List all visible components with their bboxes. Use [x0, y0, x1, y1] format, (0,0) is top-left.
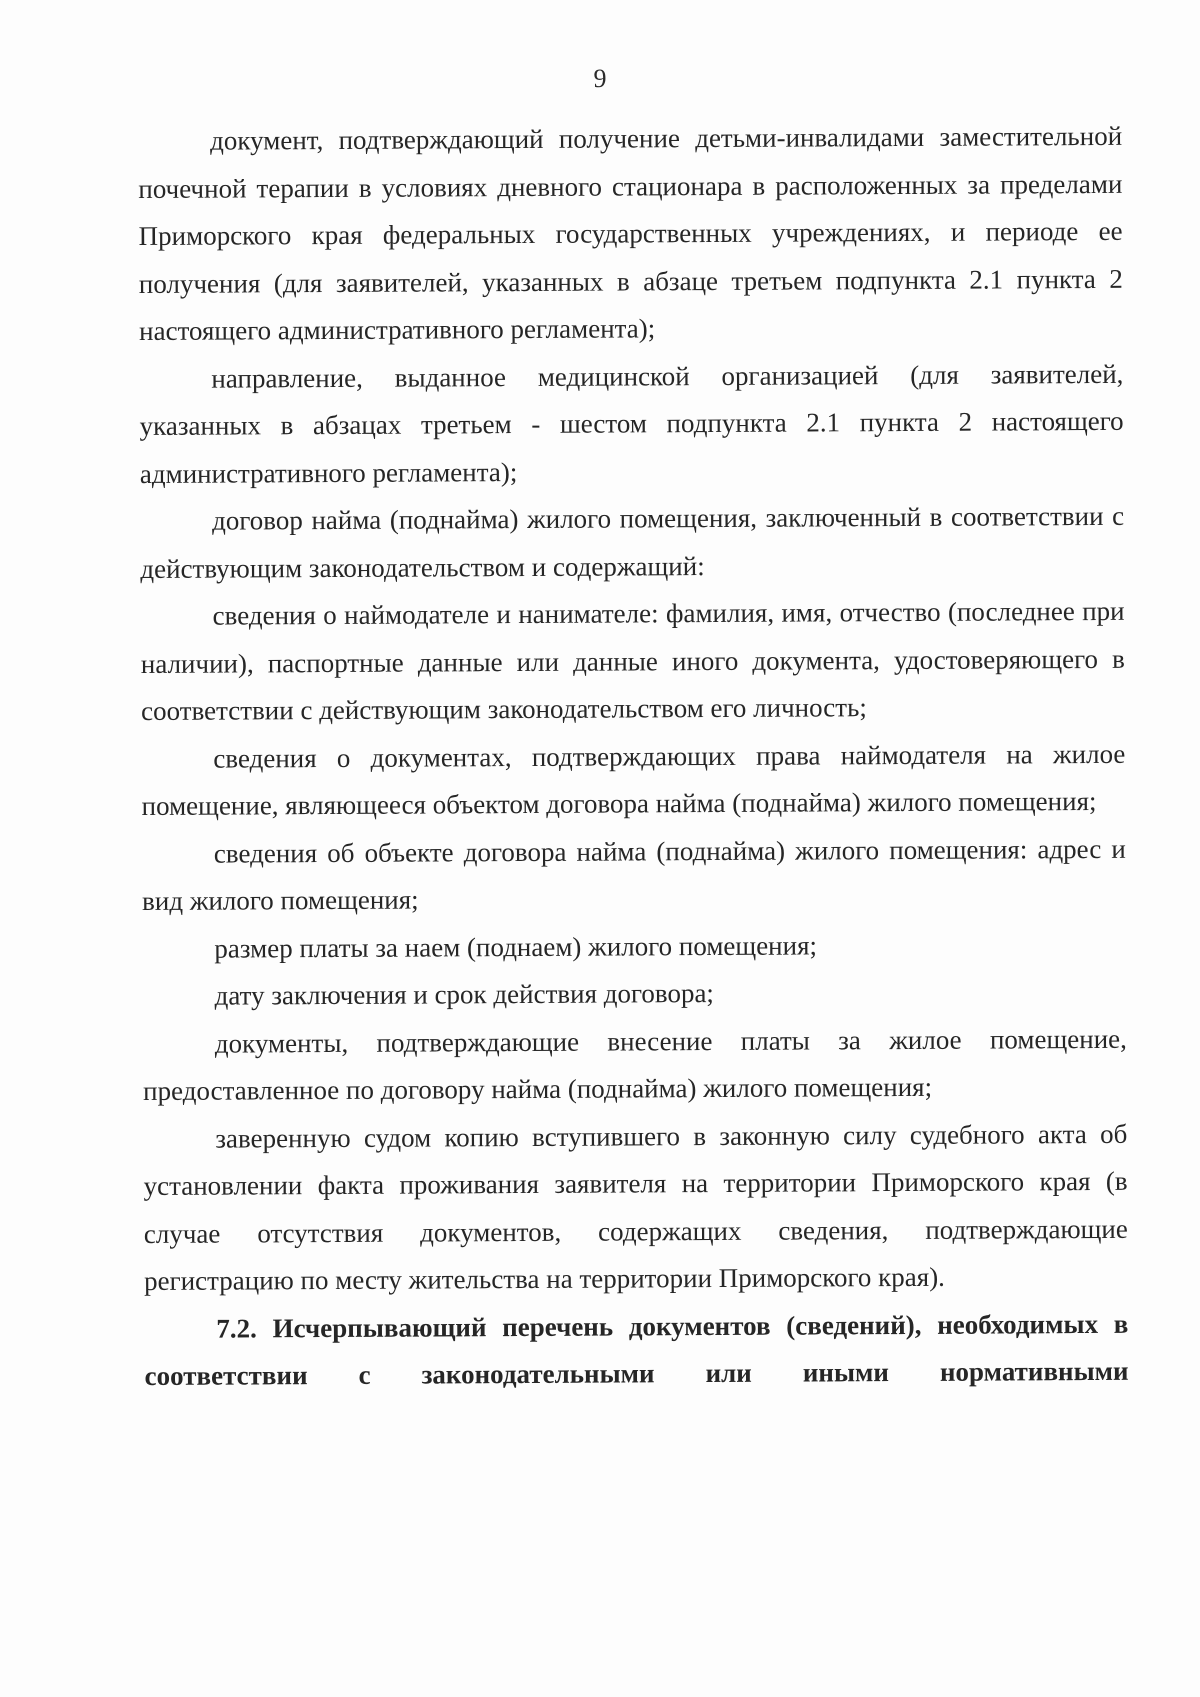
- paragraph-rental-contract: договор найма (поднайма) жилого помещения, заключенный в соответствии с действующим законодательством и содержащий:: [140, 500, 1125, 584]
- paragraph-medical-referral: направление, выданное медицинской организацией (для заявителей, указанных в абзацах третьем - шестом подпункта 2.1 пункта 2 настоящего административного регламента);: [139, 358, 1124, 489]
- paragraph-rent-amount: размер платы за наем (поднаем) жилого помещения;: [214, 929, 818, 964]
- paragraph-landlord-tenant-info: сведения о наймодателе и нанимателе: фамилия, имя, отчество (последнее при наличии), паспортные данные или данные иного документа, удостоверяющего в соответствии с действующим законодательством его личность;: [140, 595, 1125, 726]
- document-body: [138, 113, 1129, 1401]
- paragraph-payment-documents: документы, подтверждающие внесение платы за жилое помещение, предоставленное по договору найма (поднайма) жилого помещения;: [143, 1023, 1127, 1106]
- paragraph-court-act-copy: заверенную судом копию вступившего в законную силу судебного акта об установлении факта проживания заявителя на территории Приморского края (в случае отсутствия документов, содержащих сведения, подтверждающие регистрацию по месту жительства на территории Приморского края).: [143, 1118, 1128, 1296]
- page-number: 9: [593, 64, 607, 93]
- paragraph-landlord-rights-docs: сведения о документах, подтверждающих права наймодателя на жилое помещение, являющееся объектом договора найма (поднайма) жилого помещения;: [141, 738, 1126, 821]
- paragraph-contract-dates: дату заключения и срок действия договора;: [214, 977, 714, 1011]
- paragraph-housing-object-info: сведения об объекте договора найма (поднайма) жилого помещения: адрес и вид жилого помещения;: [142, 833, 1126, 916]
- paragraph-dialysis-document: документ, подтверждающий получение детьми-инвалидами заместительной почечной терапии в условиях дневного стационара в расположенных за пределами Приморского края федеральных государственных учреждениях, и периоде ее получения (для заявителей, указанных в абзаце третьем подпункта 2.1 пункта 2 настоящего административного регламента);: [138, 120, 1123, 346]
- section-heading-7-2: 7.2. Исчерпывающий перечень документов (сведений), необходимых в соответствии с законодательными или иными нормативными: [144, 1308, 1129, 1391]
